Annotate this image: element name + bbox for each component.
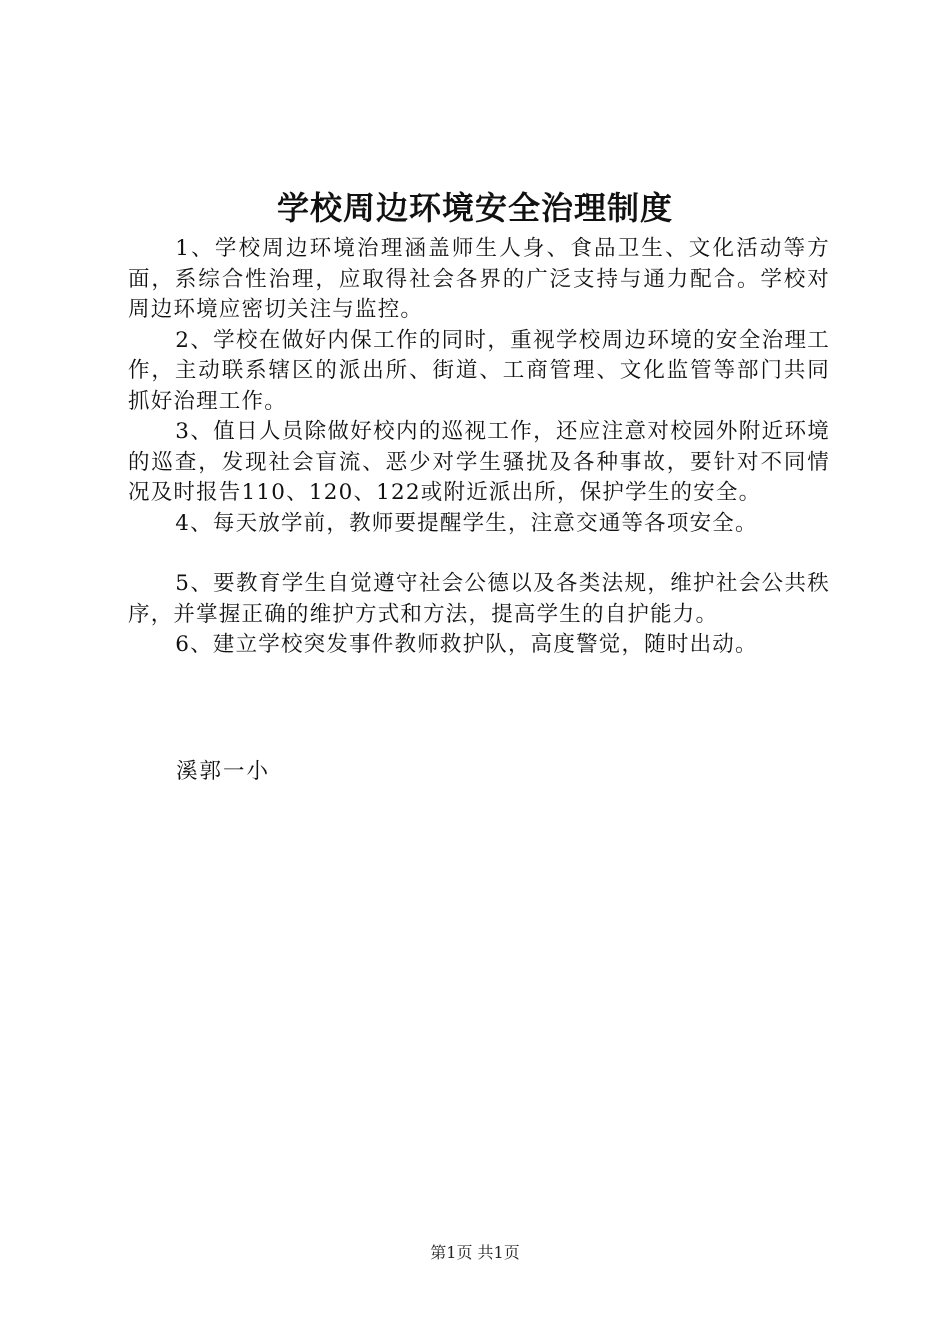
document-title: 学校周边环境安全治理制度 (276, 189, 673, 227)
paragraph-5: 5、要教育学生自觉遵守社会公德以及各类法规，维护社会公共秩序，并掌握正确的维护方式和方法，提高学生的自护能力。 (128, 571, 830, 627)
paragraph-4: 4、每天放学前，教师要提醒学生，注意交通等各项安全。 (175, 510, 758, 536)
paragraph-6: 6、建立学校突发事件教师救护队，高度警觉，随时出动。 (175, 632, 758, 657)
paragraph-3: 3、值日人员除做好校内的巡视工作，还应注意对校园外附近环境的巡查，发现社会盲流、恶少对学生骚扰及各种事故，要针对不同情况及时报告110、120、122或附近派出所，保护学生的安全。 (128, 419, 830, 505)
paragraph-1: 1、学校周边环境治理涵盖师生人身、食品卫生、文化活动等方面，系综合性治理，应取得社会各界的广泛支持与通力配合。学校对周边环境应密切关注与监控。 (128, 236, 830, 322)
signature: 溪郭一小 (176, 759, 271, 784)
document-body (128, 234, 830, 661)
paragraph-spacer (128, 539, 830, 569)
paragraph-2: 2、学校在做好内保工作的同时，重视学校周边环境的安全治理工作，主动联系辖区的派出所、街道、工商管理、文化监管等部门共同抓好治理工作。 (128, 327, 830, 414)
page-footer: 第1页 共1页 (430, 1243, 520, 1262)
